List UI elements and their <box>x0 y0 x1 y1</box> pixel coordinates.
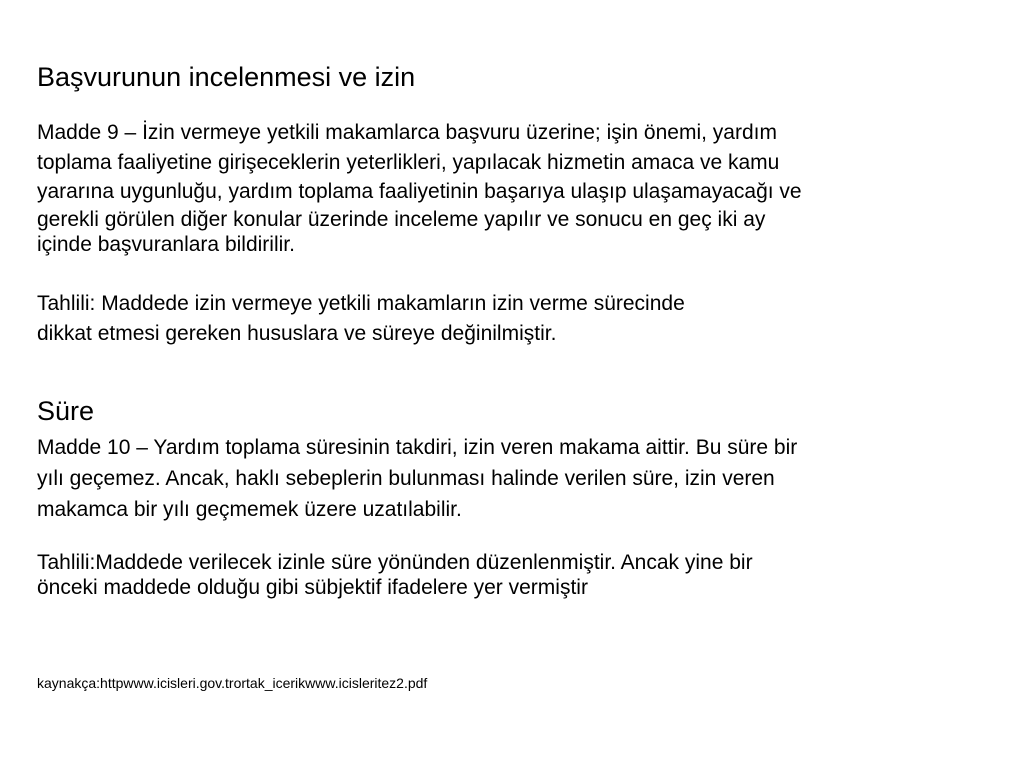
analysis-line: dikkat etmesi gereken hususlara ve süreye değinilmiştir. <box>37 322 557 345</box>
article-9-line: Madde 9 – İzin vermeye yetkili makamlarca başvuru üzerine; işin önemi, yardım <box>37 121 777 144</box>
article-9-line: yararına uygunluğu, yardım toplama faaliyetinin başarıya ulaşıp ulaşamayacağı ve <box>37 180 802 203</box>
article-10-line: makamca bir yılı geçmemek üzere uzatılabilir. <box>37 498 462 521</box>
article-9-line: toplama faaliyetine girişeceklerin yeterlikleri, yapılacak hizmetin amaca ve kamu <box>37 150 780 174</box>
analysis-line: önceki maddede olduğu gibi sübjektif ifadelere yer vermiştir <box>37 576 588 599</box>
section-title-duration: Süre <box>37 396 95 426</box>
article-9-line: içinde başvuranlara bildirilir. <box>37 232 295 256</box>
article-10-analysis <box>37 550 753 600</box>
analysis-line: Tahlili:Maddede verilecek izinle süre yönünden düzenlenmiştir. Ancak yine bir <box>37 551 753 574</box>
section-title-application-review: Başvurunun incelenmesi ve izin <box>37 62 416 92</box>
article-10-line: Madde 10 – Yardım toplama süresinin takdiri, izin veren makama aittir. Bu süre bir <box>37 436 798 459</box>
article-10-line: yılı geçemez. Ancak, haklı sebeplerin bulunması halinde verilen süre, izin veren <box>37 467 775 490</box>
article-9-analysis <box>37 289 685 349</box>
article-9-line: gerekli görülen diğer konular üzerinde inceleme yapılır ve sonucu en geç iki ay <box>37 207 766 231</box>
source-reference: kaynakça:httpwww.icisleri.gov.trortak_icerikwww.icisleritez2.pdf <box>37 675 428 691</box>
analysis-line: Tahlili: Maddede izin vermeye yetkili makamların izin verme sürecinde <box>37 292 685 315</box>
article-9-text <box>37 118 802 257</box>
article-10-text <box>37 432 797 525</box>
